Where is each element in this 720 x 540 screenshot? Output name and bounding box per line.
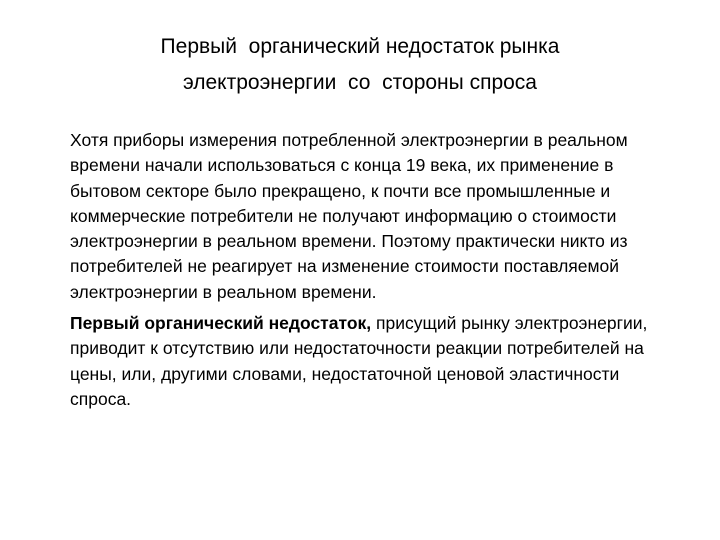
paragraph-2-lead: Первый органический недостаток, [70, 313, 372, 334]
slide-title-line-2: электроэнергии со стороны спроса [183, 71, 537, 94]
slide-title-line-1: Первый органический недостаток рынка [160, 35, 560, 58]
paragraph-2-text: присущий рынку электроэнергии, приводит к отсутствию или недостаточности реакции потребителей на цены, или, другими словами, недостаточной ценовой эластичности спроса. [70, 313, 648, 409]
paragraph-1: Хотя приборы измерения потребленной электроэнергии в реальном времени начали использоваться с конца 19 века, их применение в бытовом секторе было прекращено, к почти все промышленные и коммерческие потребители не получают информацию о стоимости электроэнергии в реальном времени. Поэтому практически никто из потребителей не реагирует на изменение стоимости поставляемой электроэнергии в реальном времени. [70, 130, 628, 302]
slide-body [70, 128, 685, 412]
slide-title [70, 29, 650, 101]
paragraph-2 [70, 311, 685, 412]
